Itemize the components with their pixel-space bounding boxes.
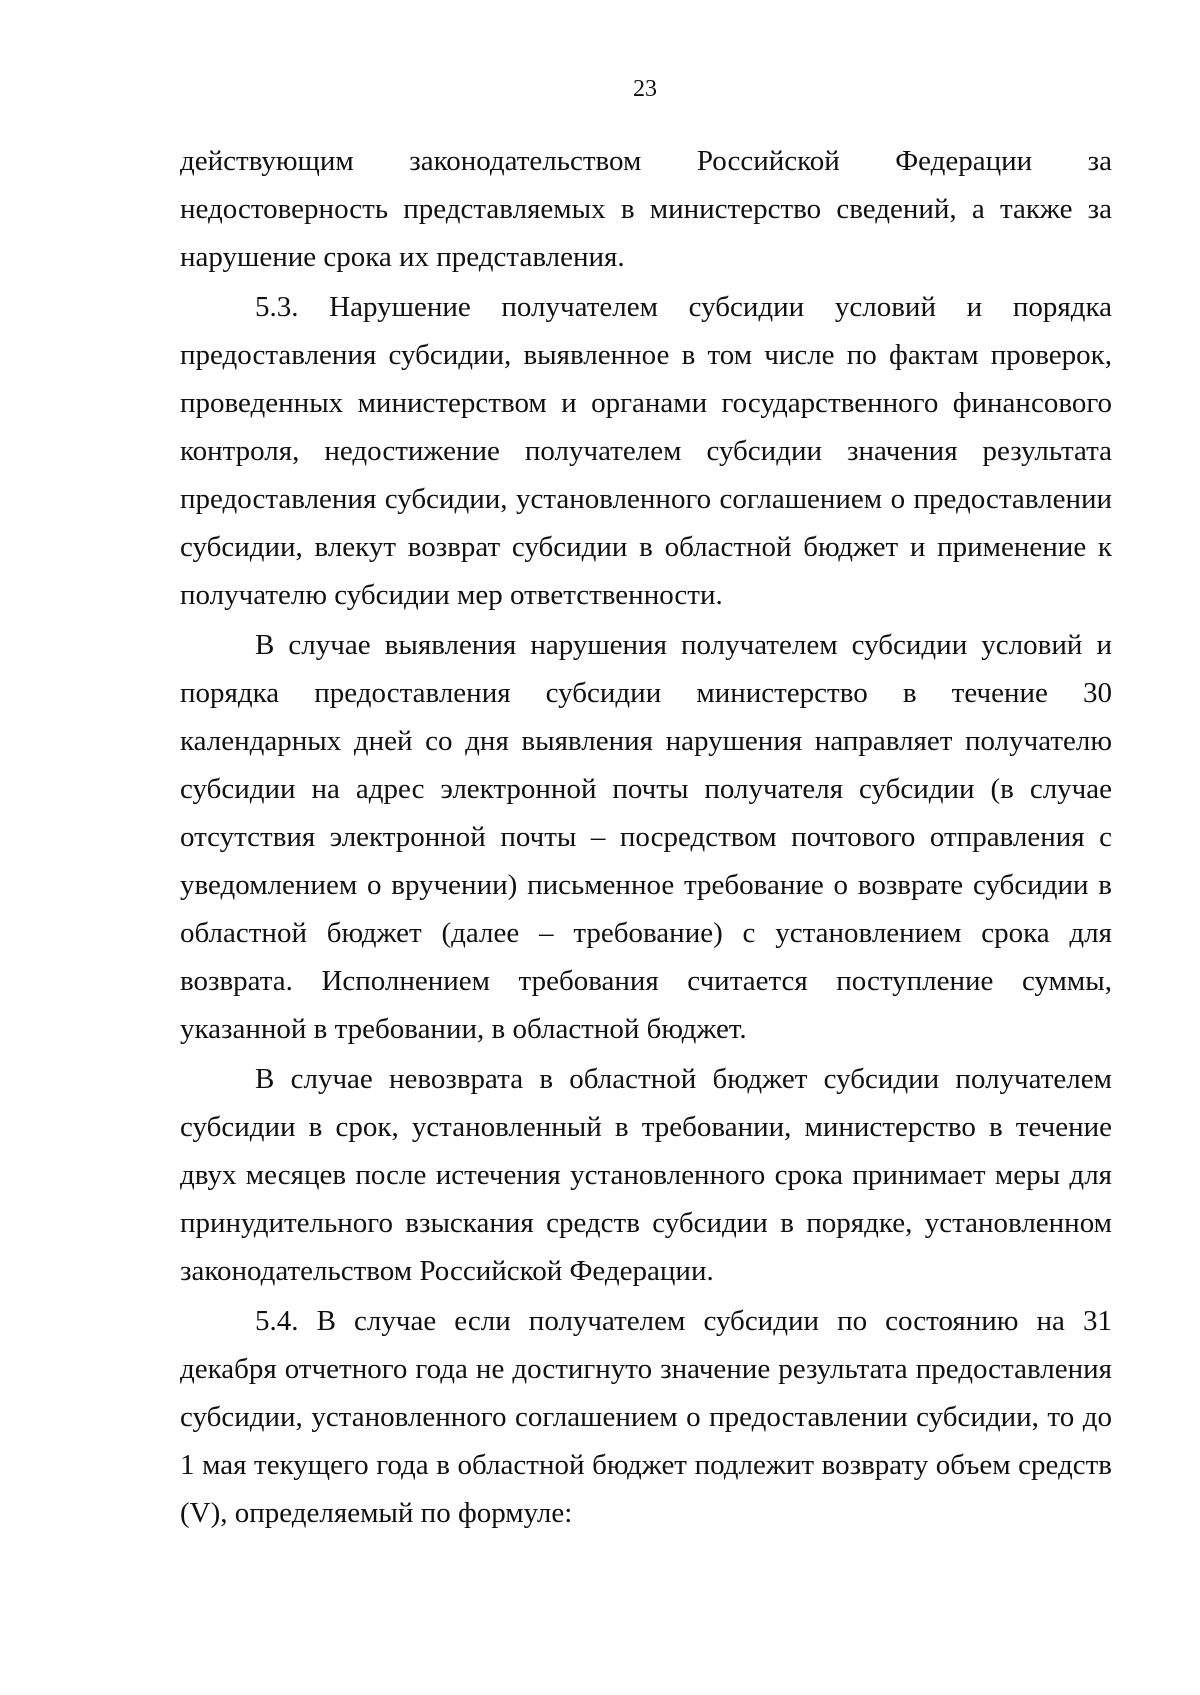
- paragraph-5-4: 5.4. В случае если получателем субсидии по состоянию на 31 декабря отчетного года не достигнуто значение результата предоставления субсидии, установленного соглашением о предоставлении субсидии, то до 1 мая текущего года в областной бюджет подлежит возврату объем средств (V), определяемый по формуле:: [180, 1305, 1112, 1529]
- page-number: 23: [633, 76, 657, 102]
- paragraph-5-3: 5.3. Нарушение получателем субсидии условий и порядка предоставления субсидии, выявленное в том числе по фактам проверок, проведенных министерством и органами государственного финансового контроля, недостижение получателем субсидии значения результата предоставления субсидии, установленного соглашением о предоставлении субсидии, влекут возврат субсидии в областной бюджет и применение к получателю субсидии мер ответственности.: [180, 291, 1112, 611]
- paragraph-non-return: В случае невозврата в областной бюджет субсидии получателем субсидии в срок, установленный в требовании, министерство в течение двух месяцев после истечения установленного срока принимает меры для принудительного взыскания средств субсидии в порядке, установленном законодательством Российской Федерации.: [180, 1063, 1112, 1287]
- document-body: [180, 137, 1112, 1537]
- paragraph-violation-detection: В случае выявления нарушения получателем субсидии условий и порядка предоставления субсидии министерство в течение 30 календарных дней со дня выявления нарушения направляет получателю субсидии на адрес электронной почты получателя субсидии (в случае отсутствия электронной почты – посредством почтового отправления с уведомлением о вручении) письменное требование о возврате субсидии в областной бюджет (далее – требование) с установлением срока для возврата. Исполнением требования считается поступление суммы, указанной в требовании, в областной бюджет.: [180, 629, 1112, 1045]
- paragraph-continuation: действующим законодательством Российской Федерации за недостоверность представляемых в министерство сведений, а также за нарушение срока их представления.: [180, 145, 1112, 273]
